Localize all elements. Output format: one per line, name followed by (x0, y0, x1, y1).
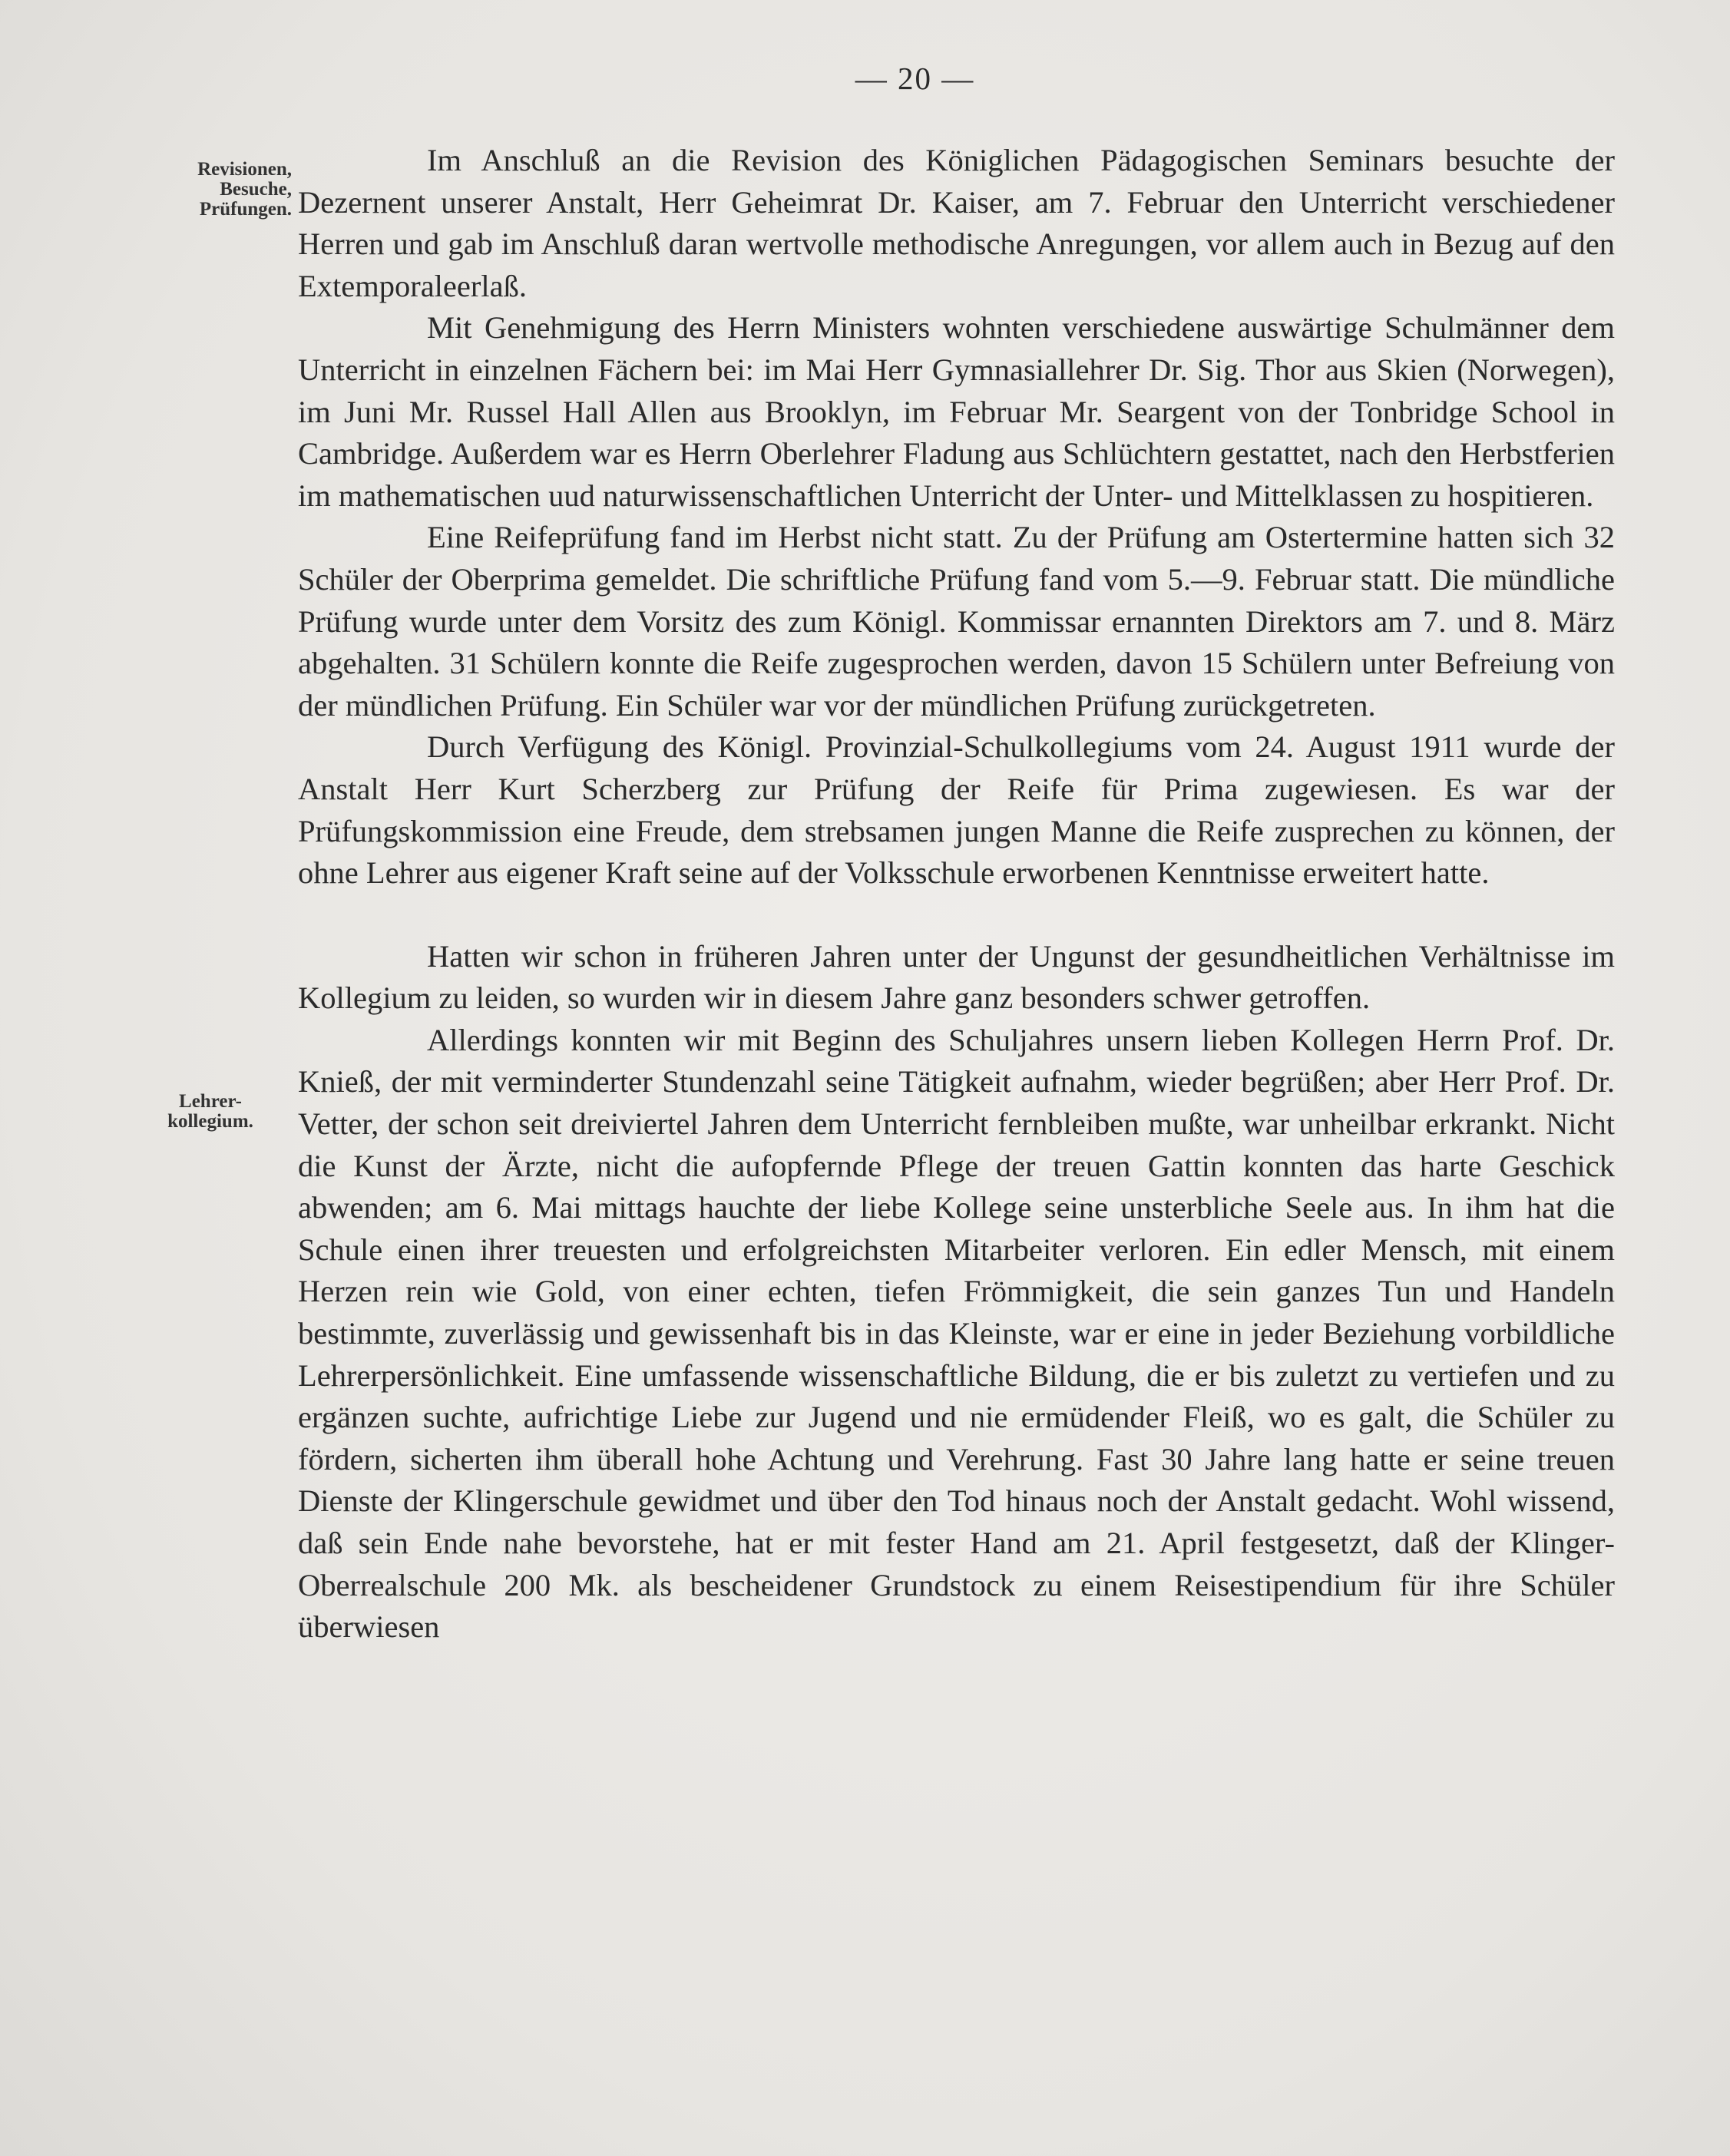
page-number: — 20 — (855, 61, 975, 96)
margin-note-line: Prüfungen. (199, 199, 292, 220)
paragraph-visitors: Mit Genehmigung des Herrn Ministers wohnten verschiedene auswärtige Schulmänner dem Unterricht in einzelnen Fächern bei: im Mai Herr Gymnasiallehrer Dr. Sig. Thor aus Skien (Norwegen), im Juni Mr. Russel Hall Allen aus Brooklyn, im Februar Mr. Seargent von der Tonbridge School in Cambridge. Außerdem war es Herrn Oberlehrer Fladung aus Schlüchtern gestattet, nach den Herbstferien im mathematischen uud naturwissenschaftlichen Unterricht der Unter- und Mittelklassen zu hospitieren. (298, 310, 1615, 513)
body-text (298, 140, 1615, 1648)
margin-note-revisionen (131, 160, 292, 220)
paragraph-kollegium-intro: Hatten wir schon in früheren Jahren unter der Ungunst der gesundheitlichen Verhältnisse im Kollegium zu leiden, so wurden wir in diesem Jahre ganz besonders schwer getroffen. (298, 938, 1615, 1016)
margin-note-line: Lehrer- (179, 1091, 242, 1112)
paragraph-vetter: Allerdings konnten wir mit Beginn des Schuljahres unsern lieben Kollegen Herrn Prof. Dr. Knieß, der mit verminderter Stundenzahl seine Tätigkeit aufnahm, wieder begrüßen; aber Herr Prof. Dr. Vetter, der schon seit dreiviertel Jahren dem Unterricht fernbleiben mußte, war unheilbar erkrankt. Nicht die Kunst der Ärzte, nicht die aufopfernde Pflege der treuen Gattin konnten das harte Geschick abwenden; am 6. Mai mittags hauchte der liebe Kollege seine unsterbliche Seele aus. In ihm hat die Schule einen ihrer treuesten und erfolgreichsten Mitarbeiter verloren. Ein edler Mensch, mit einem Herzen rein wie Gold, von einer echten, tiefen Frömmigkeit, die sein ganzes Tun und Handeln bestimmte, zuverlässig und gewissenhaft bis in das Kleinste, war er eine in jeder Beziehung vorbildliche Lehrerpersönlichkeit. Eine umfassende wissenschaftliche Bildung, die er bis zuletzt zu vertiefen und zu ergänzen suchte, aufrichtige Liebe zur Jugend und nie ermüdender Fleiß, wo es galt, die Schüler zu fördern, sicherten ihm überall hohe Achtung und Verehrung. Fast 30 Jahre lang hatte er seine treuen Dienste der Klingerschule gewidmet und über den Tod hinaus noch der Anstalt gedacht. Wohl wissend, daß sein Ende nahe bevorstehe, hat er mit fester Hand am 21. April festgesetzt, daß der Klinger-Oberrealschule 200 Mk. als bescheidener Grundstock zu einem Reisestipendium für ihre Schüler überwiesen (298, 1022, 1615, 1645)
margin-note-line: Revisionen, (197, 159, 292, 180)
paragraph-revision: Im Anschluß an die Revision des Königlichen Pädagogischen Seminars besuchte der Dezernent unserer Anstalt, Herr Geheimrat Dr. Kaiser, am 7. Februar den Unterricht verschiedener Herren und gab im Anschluß daran wertvolle methodische Anregungen, vor allem auch in Bezug auf den Extemporaleerlaß. (298, 143, 1615, 303)
paragraph-reifepruefung: Eine Reifeprüfung fand im Herbst nicht statt. Zu der Prüfung am Ostertermine hatten sich 32 Schüler der Oberprima gemeldet. Die schriftliche Prüfung fand vom 5.—9. Februar statt. Die mündliche Prüfung wurde unter dem Vorsitz des zum Königl. Kommissar ernannten Direktors am 7. und 8. März abgehalten. 31 Schülern konnte die Reife zugesprochen werden, davon 15 Schülern unter Befreiung von der mündlichen Prüfung. Ein Schüler war vor der mündlichen Prüfung zurückgetreten. (298, 520, 1615, 723)
section-gap (298, 894, 1615, 936)
margin-note-line: Besuche, (220, 179, 292, 200)
margin-note-line: kollegium. (167, 1111, 253, 1132)
margin-note-lehrerkollegium (138, 1092, 283, 1132)
paragraph-scherzberg: Durch Verfügung des Königl. Provinzial-Schulkollegiums vom 24. August 1911 wurde der Anstalt Herr Kurt Scherzberg zur Prüfung der Reife für Prima zugewiesen. Es war der Prüfungskommission eine Freude, dem strebsamen jungen Manne die Reife zusprechen zu können, der ohne Lehrer aus eigener Kraft seine auf der Volksschule erworbenen Kenntnisse erweitert hatte. (298, 729, 1615, 891)
